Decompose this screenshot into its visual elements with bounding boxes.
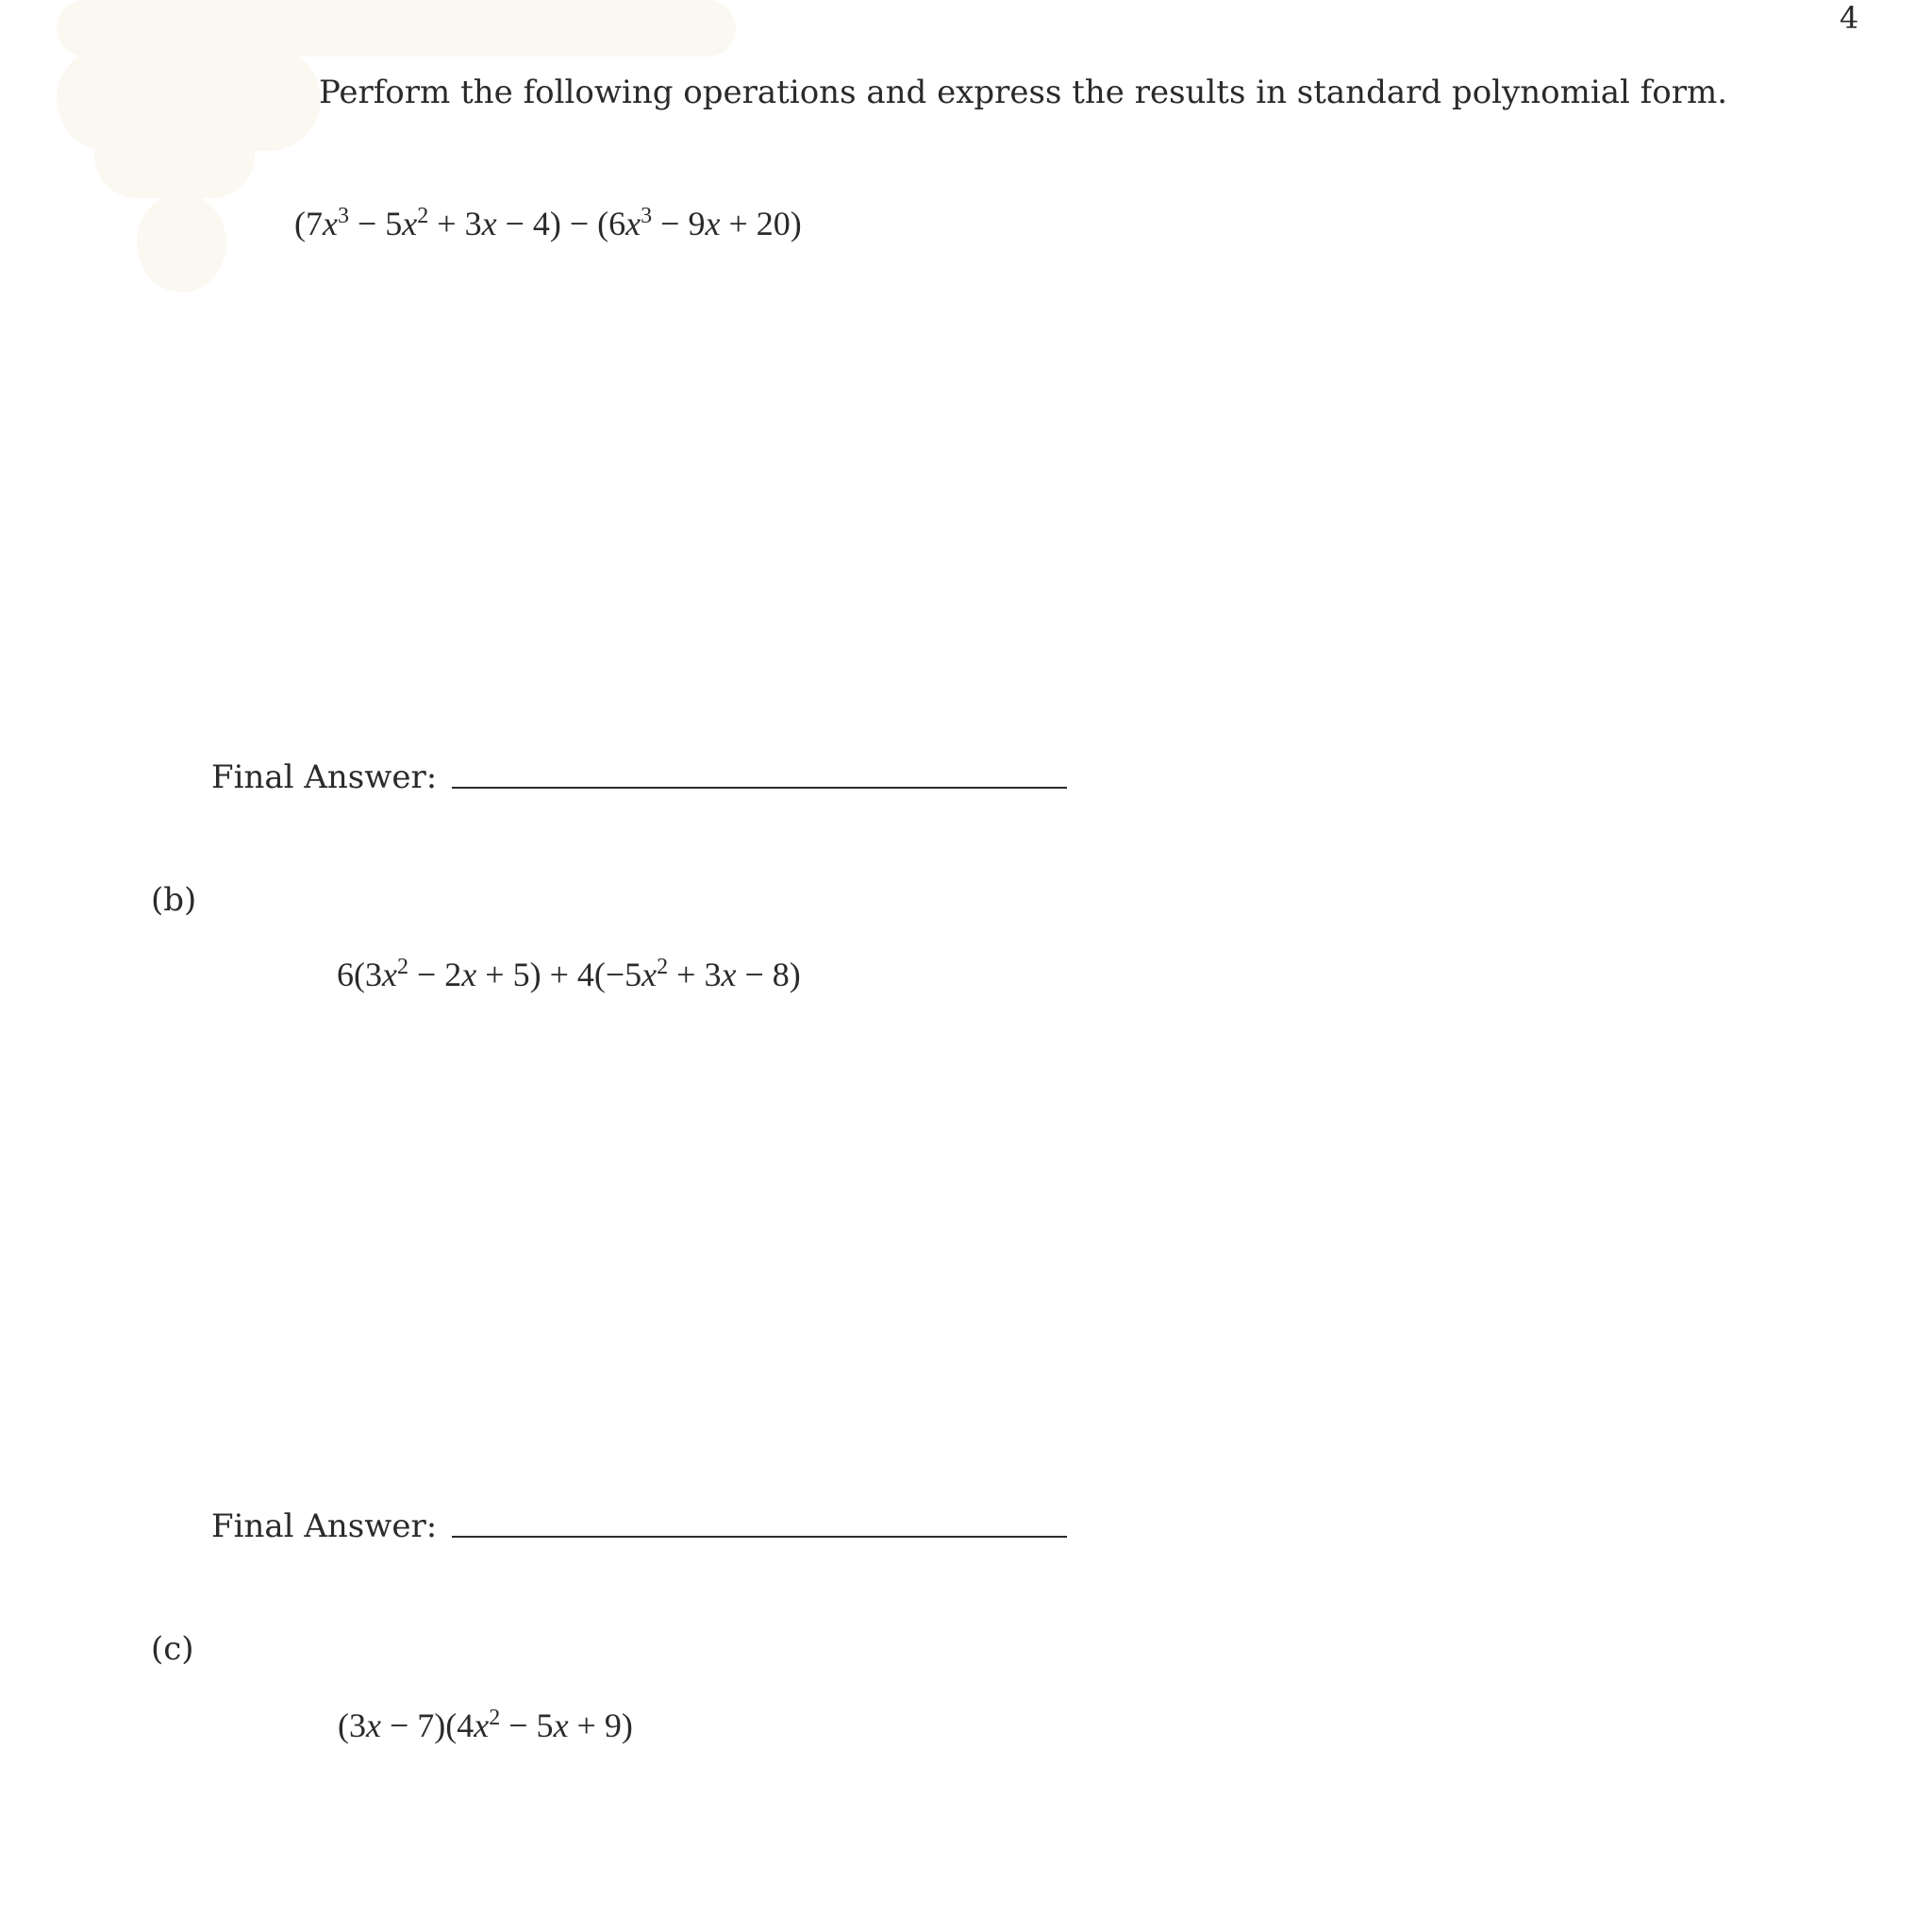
final-answer-label: Final Answer: bbox=[211, 1507, 438, 1545]
answer-blank-a[interactable] bbox=[452, 787, 1067, 789]
expression-a: $(7x^3 - 5x^2 + 3x - 4) - (6x^3 - 9x + 20)$ bbox=[294, 204, 802, 242]
final-answer-label: Final Answer: bbox=[211, 758, 438, 796]
answer-blank-b[interactable] bbox=[452, 1536, 1067, 1538]
part-c-label: (c) bbox=[151, 1630, 194, 1668]
paper-smudge bbox=[94, 113, 255, 198]
part-b-label: (b) bbox=[151, 881, 197, 919]
final-answer-b bbox=[211, 1507, 1067, 1545]
expression-c: $(3x - 7)(4x^2 - 5x + 9)$ bbox=[338, 1706, 633, 1744]
page-number: 4 bbox=[1840, 0, 1859, 36]
expression-b: $6(3x^2 - 2x + 5) + 4(-5x^2 + 3x - 8)$ bbox=[337, 955, 801, 993]
final-answer-a bbox=[211, 758, 1067, 796]
instructions-text: Perform the following operations and express the results in standard polynomial form. bbox=[319, 74, 1728, 111]
paper-smudge bbox=[137, 193, 226, 292]
